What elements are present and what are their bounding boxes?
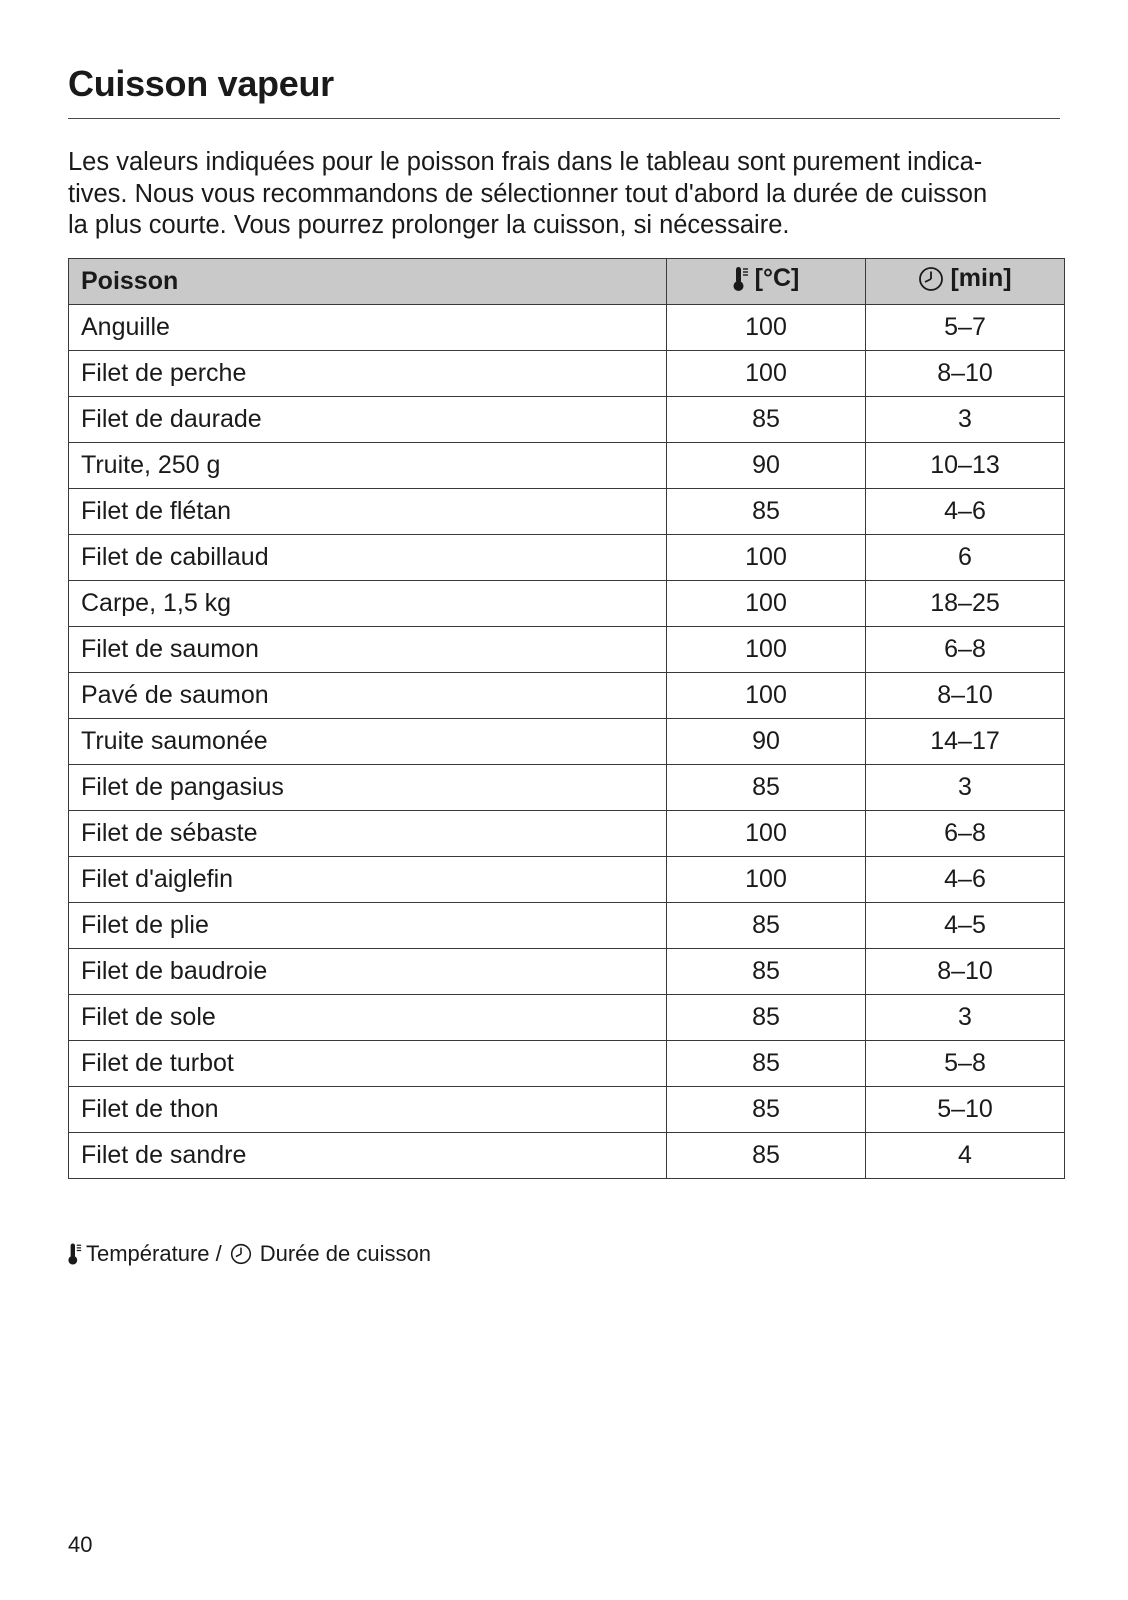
temperature-cell: 100 [667,351,866,397]
time-cell: 5–7 [866,305,1065,351]
time-cell: 4 [866,1133,1065,1179]
fish-name-cell: Truite saumonée [69,719,667,765]
temperature-cell: 85 [667,903,866,949]
fish-name-cell: Filet de turbot [69,1041,667,1087]
table-row [69,719,1065,765]
time-cell: 4–6 [866,857,1065,903]
thermometer-icon [733,266,749,292]
column-header-temperature [667,259,866,305]
temperature-cell: 100 [667,673,866,719]
table-row [69,627,1065,673]
fish-name-cell: Pavé de saumon [69,673,667,719]
temperature-cell: 100 [667,535,866,581]
table-row [69,489,1065,535]
fish-name-cell: Filet de daurade [69,397,667,443]
temperature-cell: 90 [667,443,866,489]
time-cell: 4–6 [866,489,1065,535]
table-row [69,995,1065,1041]
table-row [69,765,1065,811]
table-legend [68,1241,431,1267]
time-cell: 3 [866,995,1065,1041]
clock-icon [918,266,944,292]
time-cell: 8–10 [866,673,1065,719]
fish-name-cell: Truite, 250 g [69,443,667,489]
temperature-cell: 90 [667,719,866,765]
time-cell: 6–8 [866,627,1065,673]
fish-name-cell: Filet de saumon [69,627,667,673]
fish-name-cell: Filet de pangasius [69,765,667,811]
temperature-cell: 100 [667,305,866,351]
temperature-cell: 100 [667,627,866,673]
time-unit-label: [min] [950,264,1012,293]
time-cell: 3 [866,765,1065,811]
table-header-row [69,259,1065,305]
time-cell: 8–10 [866,949,1065,995]
thermometer-icon [68,1242,82,1266]
table-row [69,1041,1065,1087]
fish-name-cell: Filet de sébaste [69,811,667,857]
clock-icon [230,1243,252,1265]
time-cell: 5–10 [866,1087,1065,1133]
fish-name-cell: Filet de flétan [69,489,667,535]
time-cell: 8–10 [866,351,1065,397]
temperature-cell: 85 [667,995,866,1041]
intro-paragraph [68,147,1068,242]
legend-time-label: Durée de cuisson [259,1241,431,1266]
temperature-cell: 85 [667,1041,866,1087]
intro-line: Les valeurs indiquées pour le poisson frais dans le tableau sont purement indica- [68,148,983,176]
column-header-fish: Poisson [69,259,667,305]
time-cell: 3 [866,397,1065,443]
fish-name-cell: Filet de sole [69,995,667,1041]
time-cell: 5–8 [866,1041,1065,1087]
table-row [69,351,1065,397]
table-row [69,1133,1065,1179]
table-row [69,1087,1065,1133]
temperature-cell: 100 [667,581,866,627]
table-row [69,673,1065,719]
page-title: Cuisson vapeur [68,63,334,104]
legend-temperature-label: Température / [86,1241,222,1266]
time-cell: 6–8 [866,811,1065,857]
column-header-time [866,259,1065,305]
time-cell: 14–17 [866,719,1065,765]
fish-name-cell: Filet d'aiglefin [69,857,667,903]
title-divider [68,118,1060,119]
table-row [69,903,1065,949]
fish-name-cell: Filet de baudroie [69,949,667,995]
time-cell: 4–5 [866,903,1065,949]
intro-line: tives. Nous vous recommandons de sélectionner tout d'abord la durée de cuisson [68,179,988,208]
page-number: 40 [68,1532,93,1557]
temperature-cell: 100 [667,811,866,857]
time-cell: 6 [866,535,1065,581]
table-row [69,443,1065,489]
temperature-cell: 85 [667,949,866,995]
table-row [69,949,1065,995]
time-cell: 10–13 [866,443,1065,489]
temperature-cell: 85 [667,765,866,811]
temperature-cell: 85 [667,397,866,443]
temperature-cell: 85 [667,1133,866,1179]
table-row [69,811,1065,857]
fish-name-cell: Filet de perche [69,351,667,397]
temperature-cell: 85 [667,489,866,535]
fish-name-cell: Filet de cabillaud [69,535,667,581]
table-row [69,581,1065,627]
fish-name-cell: Carpe, 1,5 kg [69,581,667,627]
temperature-unit-label: [°C] [754,264,800,293]
fish-name-cell: Anguille [69,305,667,351]
table-row [69,305,1065,351]
table-row [69,397,1065,443]
table-row [69,857,1065,903]
fish-steaming-table [68,258,1065,1179]
temperature-cell: 100 [667,857,866,903]
temperature-cell: 85 [667,1087,866,1133]
table-row [69,535,1065,581]
fish-name-cell: Filet de thon [69,1087,667,1133]
fish-name-cell: Filet de plie [69,903,667,949]
intro-line: la plus courte. Vous pourrez prolonger la cuisson, si nécessaire. [68,211,790,239]
time-cell: 18–25 [866,581,1065,627]
fish-name-cell: Filet de sandre [69,1133,667,1179]
